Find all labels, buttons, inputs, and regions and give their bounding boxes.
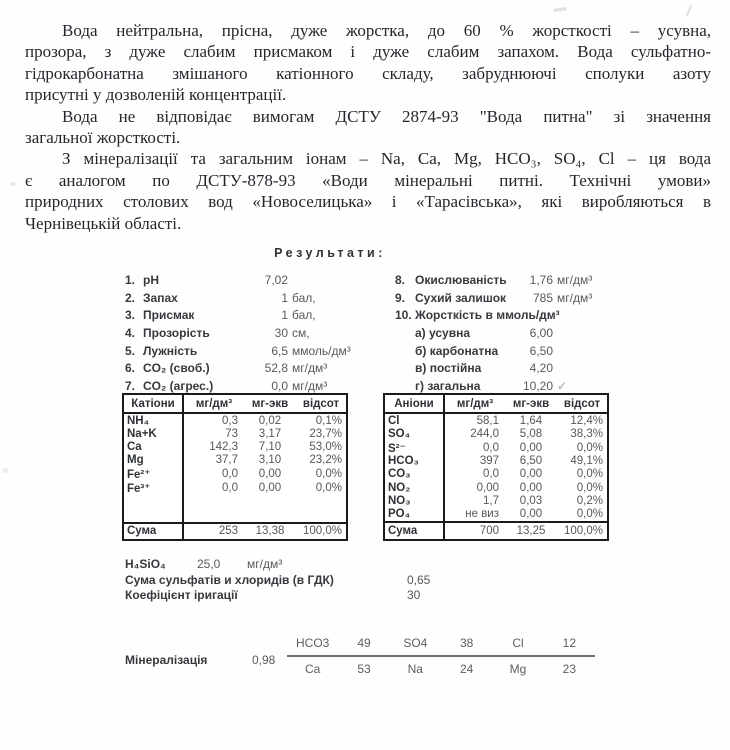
header-cell: Аніони	[385, 395, 445, 412]
item-label: б) карбонатна	[415, 343, 499, 358]
item-number: 8.	[395, 273, 406, 287]
silica-label: H₄SiO₄	[125, 557, 166, 571]
scan-artifact	[10, 182, 16, 186]
anions-table	[383, 393, 609, 541]
value-cell: 0,00	[519, 481, 543, 494]
header-cell: мг/дм³	[456, 397, 494, 410]
value-cell: 0,02	[258, 414, 282, 427]
value-cell: 53,0%	[309, 441, 342, 454]
item-number: 4.	[125, 326, 136, 341]
item-value: 0,0	[271, 379, 288, 394]
formula-ion: HCO3	[295, 636, 330, 650]
silica-value: 25,0	[197, 557, 221, 571]
value-cell: 73	[225, 427, 238, 440]
sulfates-chlorides-label: Сума сульфатів и хлоридів (в ГДК)	[125, 573, 334, 587]
mineralization-formula	[287, 636, 595, 676]
item-value: 10,20	[522, 379, 553, 394]
item-unit: мг/дм³	[557, 273, 593, 287]
item-label: в) постійна	[415, 361, 482, 376]
item-label: Лужність	[143, 343, 198, 358]
item-label: Сухий залишок	[415, 290, 507, 305]
value-cell: 0,0%	[315, 482, 342, 494]
scan-artifact	[686, 4, 693, 17]
result-item	[125, 291, 351, 309]
ion-cell: CO₃	[385, 468, 445, 481]
table-header-row	[124, 395, 346, 414]
item-value: 1,76	[529, 273, 553, 287]
header-cell: Катіони	[124, 395, 184, 412]
result-subitem	[395, 344, 600, 362]
sum-value-cell: 13,38	[255, 525, 285, 538]
formula-value: 53	[357, 662, 371, 676]
item-value: 785	[532, 290, 553, 305]
paragraph-line: Вода нейтральна, прісна, дуже жорстка, до 60 % жорсткості – усувна,	[62, 21, 711, 40]
ion-cell: PO₄	[385, 508, 445, 521]
ion-cell	[124, 508, 184, 521]
table-row	[124, 441, 346, 454]
table-row	[385, 441, 607, 455]
value-cell: 244,0	[470, 427, 499, 440]
header-cell: мг-экв	[251, 397, 289, 410]
value-cell: 0,00	[476, 481, 499, 494]
item-label: Прозорість	[143, 326, 210, 341]
ion-cell: Na+K	[124, 427, 184, 440]
result-item	[395, 273, 600, 291]
table-row	[385, 494, 607, 507]
formula-ion: Na	[407, 662, 423, 676]
table-row	[124, 481, 346, 495]
irrigation-coefficient-value: 30	[407, 588, 421, 602]
sum-value-cell: 13,25	[516, 524, 546, 537]
value-cell: 7,10	[258, 441, 282, 454]
formula-value: 38	[459, 636, 474, 650]
item-number: 1.	[125, 273, 136, 287]
sum-value-cell: 253	[218, 525, 238, 538]
value-cell: 0,2%	[576, 494, 603, 507]
value-cell: 0,0%	[315, 468, 342, 480]
ion-cell: SO₄	[385, 427, 445, 440]
value-cell: 0,0%	[576, 481, 603, 494]
table-row	[385, 427, 607, 440]
item-value: 6,50	[529, 343, 553, 358]
item-unit: бал,	[292, 290, 316, 305]
formula-value: 23	[562, 662, 576, 676]
header-cell: відсот	[563, 397, 601, 410]
table-row	[385, 414, 607, 427]
item-number: 10.	[395, 308, 412, 323]
checkmark-icon: ✓	[557, 379, 568, 394]
result-subitem	[395, 361, 600, 379]
results-left-column	[125, 273, 351, 397]
value-cell: 397	[479, 455, 499, 468]
value-cell: 38,3%	[570, 427, 603, 440]
value-cell: не виз	[465, 508, 499, 521]
item-value: 30	[274, 326, 288, 341]
result-item	[125, 361, 351, 379]
scan-artifact	[553, 7, 567, 12]
ion-cell: Mg	[124, 454, 184, 467]
table-header-row	[385, 395, 607, 414]
item-value: 4,20	[529, 361, 553, 376]
result-item	[395, 308, 600, 326]
sum-label-cell: Сума	[124, 524, 184, 540]
item-label: а) усувна	[415, 326, 471, 341]
table-row	[124, 508, 346, 521]
item-unit: см,	[292, 326, 310, 341]
item-value: 1	[281, 308, 288, 323]
item-number: 6.	[125, 361, 136, 376]
formula-ion: SO4	[403, 636, 428, 650]
item-unit: мг/дм³	[292, 379, 328, 394]
paragraph-line: природних столових вод «Новоселицька» і «Тарасівська», які виробляються в	[25, 192, 711, 212]
paragraph-line: Чернівецькій області.	[25, 213, 182, 233]
item-label: Окислюваність	[415, 273, 507, 287]
value-cell: 58,1	[476, 414, 499, 427]
value-cell: 0,03	[519, 494, 543, 507]
sum-value-cell: 700	[479, 524, 499, 537]
table-row	[124, 495, 346, 508]
irrigation-coefficient-label: Коефіцієнт іригації	[125, 588, 238, 602]
item-value: 7,02	[264, 273, 288, 287]
mineralization-label: Мінералізація	[125, 653, 208, 667]
table-row	[385, 481, 607, 494]
value-cell: 12,4%	[570, 414, 603, 427]
item-value: 1	[281, 290, 288, 305]
item-number: 5.	[125, 343, 136, 358]
formula-ion: Ca	[304, 662, 321, 676]
value-cell: 1,64	[519, 414, 543, 427]
paragraph-line: прозора, з дуже слабим присмаком і дуже слабим запахом. Вода сульфатно-	[25, 42, 711, 62]
header-cell: мг-экв	[512, 397, 550, 410]
results-title: Результати:	[274, 246, 386, 260]
ion-cell: NO₂	[385, 481, 445, 494]
value-cell: 0,0%	[576, 468, 603, 481]
table-row	[124, 414, 346, 427]
value-cell: 0,0%	[576, 441, 603, 454]
cations-table	[122, 393, 348, 541]
scan-artifact	[3, 468, 8, 473]
table-sum-row	[385, 521, 607, 539]
value-cell: 37,7	[215, 454, 238, 467]
ion-cell: Cl	[385, 414, 445, 427]
item-label: CO₂ (своб.)	[143, 361, 210, 376]
table-row	[385, 508, 607, 521]
paragraph-line: гідрокарбонатна змішаного катіонного складу, забруднюючі сполуки азоту	[25, 63, 711, 83]
paragraph-line: загальної жорсткості.	[25, 128, 181, 148]
ion-cell: Fe²⁺	[124, 467, 184, 481]
header-cell: мг/дм³	[195, 397, 233, 410]
value-cell: 0,0%	[576, 508, 603, 521]
value-cell: 1,7	[483, 494, 499, 507]
table-row	[124, 467, 346, 481]
value-cell: 5,08	[519, 427, 543, 440]
value-cell: 0,00	[519, 441, 543, 454]
item-label: pH	[143, 273, 159, 287]
table-row	[385, 468, 607, 481]
value-cell: 49,1%	[570, 455, 603, 468]
value-cell: 0,00	[519, 468, 543, 481]
formula-anions-row	[287, 636, 595, 657]
result-subitem	[395, 326, 600, 344]
value-cell: 0,0	[483, 468, 499, 481]
value-cell: 142,3	[209, 441, 238, 454]
item-label: Жорсткість в ммоль/дм³	[415, 308, 560, 323]
sum-value-cell: 100,0%	[302, 525, 342, 538]
result-item	[125, 326, 351, 344]
value-cell: 0,3	[222, 414, 238, 427]
ion-cell	[124, 495, 184, 508]
document-body-text	[25, 20, 711, 234]
item-unit: бал,	[292, 308, 316, 323]
item-unit: ммоль/дм³	[292, 343, 351, 358]
value-cell: 0,0	[483, 441, 499, 454]
sum-label-cell: Сума	[385, 523, 445, 539]
mineralization-value: 0,98	[252, 653, 276, 667]
ion-cell: Ca	[124, 441, 184, 454]
formula-ion: Mg	[509, 662, 527, 676]
paragraph-line: присутні у дозволеній концентрації.	[25, 85, 287, 105]
ion-cell: S²⁻	[385, 441, 445, 455]
header-cell: відсот	[302, 397, 340, 410]
value-cell: 0,00	[258, 468, 282, 480]
ion-cell: NO₃	[385, 494, 445, 507]
value-cell: 6,50	[519, 455, 543, 468]
formula-cations-row	[287, 657, 595, 676]
sum-value-cell: 100,0%	[563, 524, 603, 537]
ion-cell: HCO₃	[385, 455, 445, 468]
paragraph-line: Вода не відповідає вимогам ДСТУ 2874-93 "Вода питна" зі значення	[62, 106, 711, 126]
item-label: CO₂ (агрес.)	[143, 379, 214, 394]
value-cell: 3,17	[258, 427, 282, 440]
formula-value: 24	[459, 662, 474, 676]
item-number: 3.	[125, 308, 136, 323]
item-value: 52,8	[264, 361, 288, 376]
item-label: г) загальна	[415, 379, 481, 394]
value-cell: 0,00	[258, 482, 282, 494]
item-number: 2.	[125, 290, 136, 305]
item-label: Запах	[143, 290, 178, 305]
item-value: 6,5	[271, 343, 288, 358]
table-sum-row	[124, 522, 346, 540]
silica-unit: мг/дм³	[247, 557, 283, 571]
paragraph-line: є аналогом по ДСТУ-878-93 «Води мінеральні питні. Технічні умови»	[25, 170, 711, 190]
result-item	[125, 273, 351, 291]
item-number: 7.	[125, 379, 136, 394]
item-unit: мг/дм³	[292, 361, 328, 376]
table-row	[124, 454, 346, 467]
value-cell: 0,0	[222, 482, 238, 494]
result-item	[125, 308, 351, 326]
ion-cell: Fe³⁺	[124, 481, 184, 495]
item-unit: мг/дм³	[557, 290, 593, 305]
sulfates-chlorides-value: 0,65	[407, 573, 431, 587]
item-value: 6,00	[529, 326, 553, 341]
value-cell: 3,10	[258, 454, 282, 467]
item-number: 9.	[395, 290, 406, 305]
value-cell: 0,00	[519, 508, 543, 521]
table-row	[124, 427, 346, 440]
formula-value: 12	[562, 636, 576, 650]
value-cell: 23,7%	[309, 427, 342, 440]
table-row	[385, 455, 607, 468]
item-label: Присмак	[143, 308, 195, 323]
formula-ion: Cl	[512, 636, 524, 650]
value-cell: 23,2%	[309, 454, 342, 467]
result-item	[125, 344, 351, 362]
results-right-column	[395, 273, 600, 397]
paragraph-line: З мінералізації та загальним іонам – Na, Ca, Mg, HCO₃, SO₄, Cl – ця вода	[62, 149, 711, 169]
value-cell: 0,0	[222, 468, 238, 480]
ion-cell: NH₄	[124, 414, 184, 427]
formula-value: 49	[357, 636, 371, 650]
result-item	[395, 291, 600, 309]
value-cell: 0,1%	[315, 414, 342, 427]
